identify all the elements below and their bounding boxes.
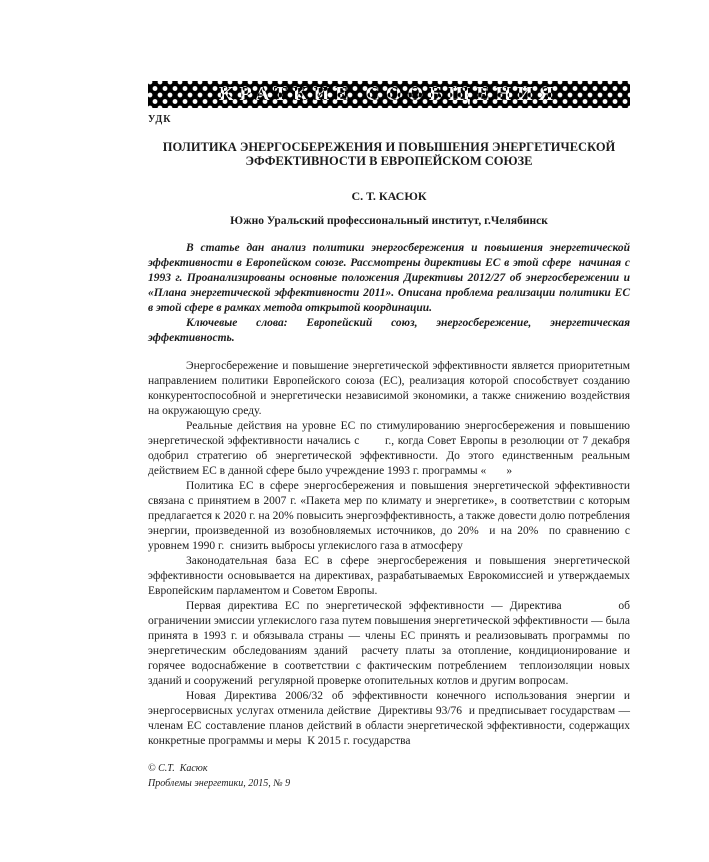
body-paragraph: Реальные действия на уровне ЕС по стимулированию энергосбережения и повышению энергетической эффективности начались с г., когда Совет Европы в резолюции от 7 декабря одобрил стратегию об энергетической эффективности. До этого единственным реальным действием ЕС в данной сфере было учреждение 1993 г. программы « »: [148, 420, 630, 477]
udk-label: УДК: [148, 114, 172, 125]
body-paragraph: Первая директива ЕС по энергетической эффективности — Директива об ограничении эмиссии углекислого газа путем повышения энергетической эффективности — была принята в 1993 г. и обязывала страны — члены ЕС принять и реализовывать программы по энергетическим обследованиям зданий расчету платы за отопление, кондиционирование и горячее водоснабжение в соответствии с фактическим потреблением теплоизоляции новых зданий и сооружений регулярной проверке отопительных котлов и другим вопросам.: [148, 600, 630, 687]
body-paragraph: Законодательная база ЕС в сфере энергосбережения и повышения энергетической эффективности основывается на директивах, разрабатываемых Еврокомиссией и утверждаемых Европейским парламентом и Советом Европы.: [148, 555, 630, 597]
body-paragraph: Политика ЕС в сфере энергосбережения и повышения энергетической эффективности связана с принятием в 2007 г. «Пакета мер по климату и энергетике», в соответствии с которым предлагается к 2020 г. на 20% повысить энергоэффективность, а также довести долю потребления энергии, произведенной из возобновляемых источников, до 20% и на 20% по сравнению с уровнем 1990 г. снизить выбросы углекислого газа в атмосферу: [148, 480, 630, 552]
author-affiliation: Южно Уральский профессиональный институт, г.Челябинск: [230, 215, 548, 227]
journal-line: Проблемы энергетики, 2015, № 9: [148, 777, 291, 789]
abstract-block: [148, 241, 630, 346]
author-name: С. Т. КАСЮК: [351, 189, 427, 203]
keywords-text: Ключевые слова: Европейский союз, энергосбережение, энергетическая эффективность.: [148, 317, 630, 344]
article-title: ПОЛИТИКА ЭНЕРГОСБЕРЕЖЕНИЯ И ПОВЫШЕНИЯ ЭНЕРГЕТИЧЕСКОЙ ЭФФЕКТИВНОСТИ В ЕВРОПЕЙСКОМ СОЮЗЕ: [162, 140, 616, 168]
body-paragraph: Новая Директива 2006/32 об эффективности конечного использования энергии и энергосервисных услугах отменила действие Директивы 93/76 и предписывает государствам — членам ЕС составление планов действий в области энергетической эффективности, содержащих конкретные программы и меры К 2015 г. государства: [148, 690, 630, 747]
section-banner-title: КРАТКИЕ СООБЩЕНИЯ: [218, 82, 560, 105]
abstract-text: В статье дан анализ политики энергосбережения и повышения энергетической эффективности в Европейском союзе. Рассмотрены директивы ЕС в этой сфере начиная с 1993 г. Проанализированы основные положения Директивы 2012/27 об энергосбережении и «Плана энергетической эффективности 2011». Описана проблема реализации политики ЕС в этой сфере в рамках метода открытой координации.: [148, 242, 630, 314]
article-body: [148, 359, 630, 749]
copyright-line: © С.Т. Касюк: [148, 763, 208, 774]
section-banner: [148, 81, 630, 108]
body-paragraph: Энергосбережение и повышение энергетической эффективности является приоритетным направлением политики Европейского союза (ЕС), реализация которой способствует созданию конкурентоспособной и энергетически независимой экономики, а также снижению воздействия на окружающую среду.: [148, 360, 630, 417]
content-column: [148, 81, 630, 791]
article-footer: [148, 762, 630, 791]
